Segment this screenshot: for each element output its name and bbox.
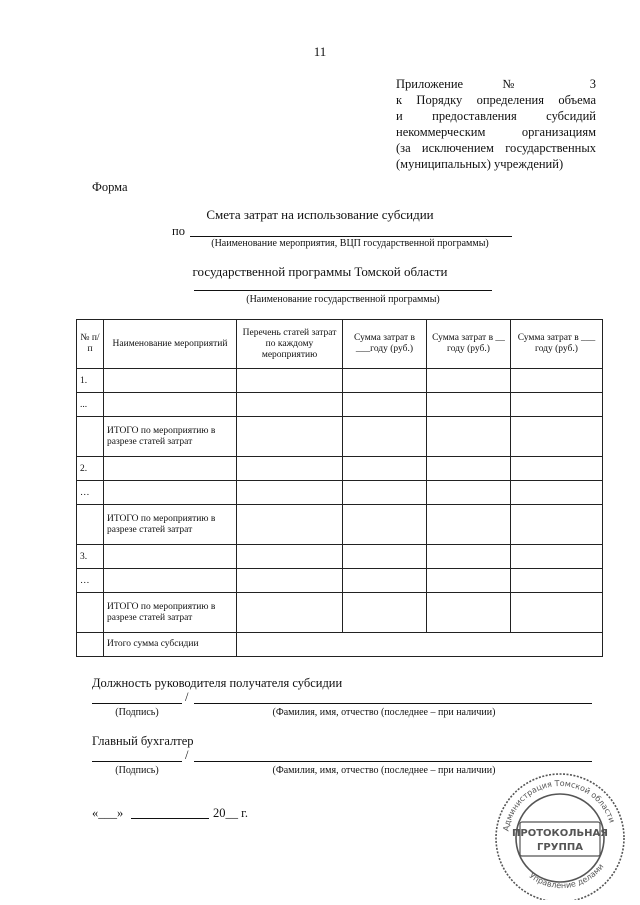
accountant-fio-line xyxy=(194,761,592,762)
page-number: 11 xyxy=(313,44,327,59)
head-signature-line xyxy=(92,703,182,704)
row-name: ИТОГО по мероприятию в разрезе статей затрат xyxy=(104,505,237,545)
table-total-row xyxy=(77,633,603,657)
table-row xyxy=(77,481,603,505)
chief-accountant-label: Главный бухгалтер xyxy=(92,734,194,748)
event-name-caption: (Наименование мероприятия, ВЦП государственной программы) xyxy=(211,238,489,249)
cell xyxy=(237,369,343,393)
cell xyxy=(343,457,427,481)
appendix-line: и предоставления субсидий xyxy=(396,109,596,123)
program-name-line xyxy=(194,290,492,291)
po-label: по xyxy=(172,224,185,238)
table-row xyxy=(77,393,603,417)
cell xyxy=(237,505,343,545)
cell xyxy=(427,417,511,457)
cell xyxy=(343,593,427,633)
cell xyxy=(427,593,511,633)
row-name: ИТОГО по мероприятию в разрезе статей затрат xyxy=(104,417,237,457)
document-title: Смета затрат на использование субсидии xyxy=(206,207,434,222)
table-header-row xyxy=(77,320,603,369)
row-name: ИТОГО по мероприятию в разрезе статей затрат xyxy=(104,593,237,633)
stamp-line-2: ГРУППА xyxy=(537,842,583,853)
cell xyxy=(237,393,343,417)
row-number: … xyxy=(77,481,104,505)
cell xyxy=(343,569,427,593)
cell xyxy=(511,481,603,505)
protocol-stamp xyxy=(488,770,628,905)
appendix-line: некоммерческим организациям xyxy=(396,125,596,139)
table-row xyxy=(77,417,603,457)
cell xyxy=(237,417,343,457)
cell xyxy=(237,593,343,633)
row-number xyxy=(77,417,104,457)
cell xyxy=(237,569,343,593)
cell xyxy=(511,369,603,393)
cell xyxy=(427,545,511,569)
row-name xyxy=(104,457,237,481)
row-name xyxy=(104,369,237,393)
cell xyxy=(343,393,427,417)
cell xyxy=(511,457,603,481)
cell xyxy=(343,481,427,505)
cell xyxy=(237,481,343,505)
row-name xyxy=(104,569,237,593)
cell xyxy=(343,545,427,569)
appendix-line: (за исключением государственных xyxy=(396,141,596,155)
row-number: 1. xyxy=(77,369,104,393)
stamp-bottom-text: Управление делами xyxy=(527,862,606,891)
date-day: «___» xyxy=(92,806,124,820)
cell xyxy=(343,505,427,545)
row-number: 2. xyxy=(77,457,104,481)
row-number xyxy=(77,505,104,545)
cell xyxy=(427,369,511,393)
cell xyxy=(427,505,511,545)
table-row xyxy=(77,505,603,545)
header-cell: Сумма затрат в __ году (руб.) xyxy=(427,320,511,369)
cell xyxy=(511,393,603,417)
header-cell: Перечень статей затрат по каждому мероприятию xyxy=(237,320,343,369)
cost-estimate-table xyxy=(76,319,603,657)
table-row xyxy=(77,569,603,593)
fio-caption: (Фамилия, имя, отчество (последнее – при наличии) xyxy=(272,765,496,776)
appendix-heading xyxy=(396,76,596,172)
cell xyxy=(343,369,427,393)
row-name xyxy=(104,393,237,417)
row-name xyxy=(104,545,237,569)
form-label: Форма xyxy=(92,180,128,194)
cell xyxy=(237,545,343,569)
cell xyxy=(343,417,427,457)
cell xyxy=(77,633,104,657)
cell xyxy=(511,593,603,633)
appendix-line: к Порядку определения объема xyxy=(396,93,596,107)
table-row xyxy=(77,593,603,633)
total-subsidy-label: Итого сумма субсидии xyxy=(104,633,237,657)
total-subsidy-value xyxy=(237,633,603,657)
stamp-line-1: ПРОТОКОЛЬНАЯ xyxy=(512,828,608,839)
cell xyxy=(511,569,603,593)
header-cell: № п/п xyxy=(77,320,104,369)
cell xyxy=(427,393,511,417)
appendix-line: (муниципальных) учреждений) xyxy=(396,157,564,171)
cell xyxy=(511,417,603,457)
row-name xyxy=(104,481,237,505)
cell xyxy=(427,569,511,593)
event-name-line xyxy=(190,236,512,237)
date-year: 20__ г. xyxy=(213,806,248,820)
program-subtitle: государственной программы Томской области xyxy=(192,264,448,279)
cell xyxy=(237,457,343,481)
head-position-label: Должность руководителя получателя субсидии xyxy=(92,676,343,690)
fio-caption: (Фамилия, имя, отчество (последнее – при наличии) xyxy=(272,707,496,718)
cell xyxy=(427,457,511,481)
table-row xyxy=(77,545,603,569)
row-number: 3. xyxy=(77,545,104,569)
slash: / xyxy=(185,690,189,704)
row-number: … xyxy=(77,569,104,593)
cell xyxy=(511,545,603,569)
cell xyxy=(427,481,511,505)
signature-caption: (Подпись) xyxy=(115,707,159,718)
date-month-line xyxy=(131,818,209,819)
header-cell: Сумма затрат в ___году (руб.) xyxy=(343,320,427,369)
row-number: ... xyxy=(77,393,104,417)
header-cell: Наименование мероприятий xyxy=(104,320,237,369)
table-row xyxy=(77,369,603,393)
program-name-caption: (Наименование государственной программы) xyxy=(246,294,440,305)
signature-caption: (Подпись) xyxy=(115,765,159,776)
cell xyxy=(511,505,603,545)
row-number xyxy=(77,593,104,633)
slash: / xyxy=(185,748,189,762)
accountant-signature-line xyxy=(92,761,182,762)
header-cell: Сумма затрат в ___ году (руб.) xyxy=(511,320,603,369)
appendix-line: Приложение № 3 xyxy=(396,77,596,91)
head-fio-line xyxy=(194,703,592,704)
stamp-outer-text: Администрация Томской области xyxy=(501,778,617,832)
table-row xyxy=(77,457,603,481)
